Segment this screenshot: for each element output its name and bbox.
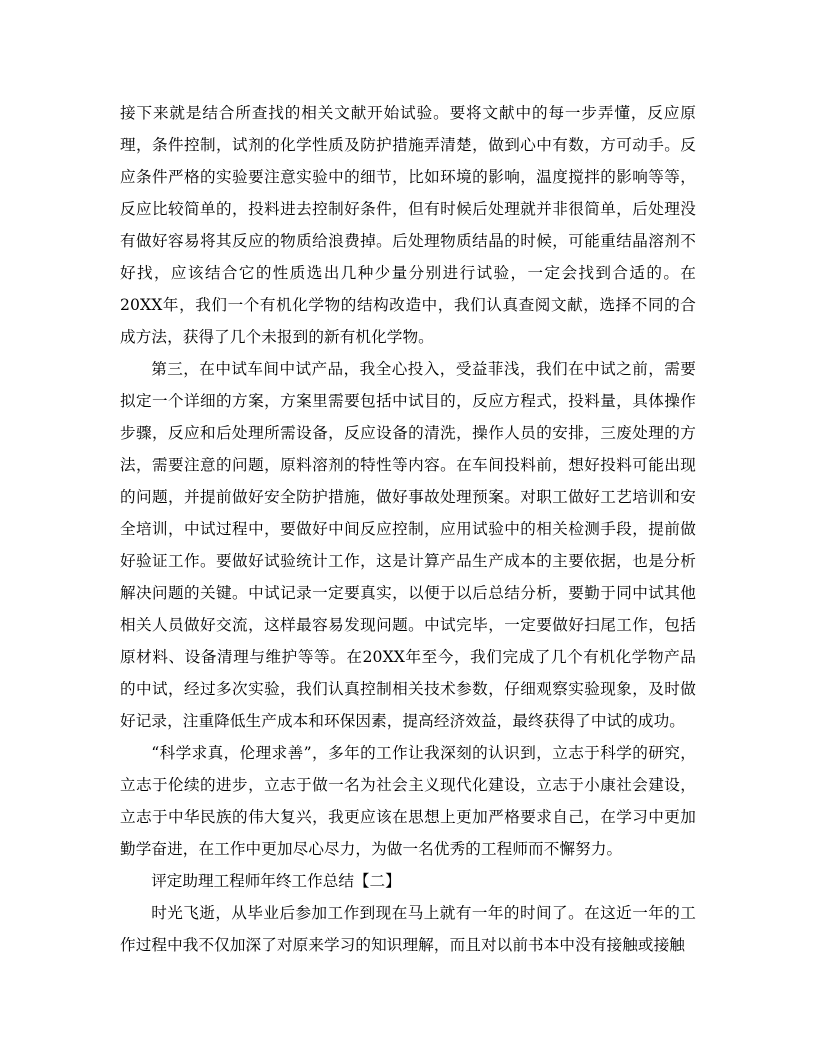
document-page — [120, 97, 696, 961]
body-paragraph-4: 时光飞逝，从毕业后参加工作到现在马上就有一年的时间了。在这近一年的工作过程中我不仅加深了对原来学习的知识理解，而且对以前书本中没有接触或接触 — [120, 904, 696, 954]
body-paragraph-1: 接下来就是结合所查找的相关文献开始试验。要将文献中的每一步弄懂，反应原理，条件控制，试剂的化学性质及防护措施弄清楚，做到心中有数，方可动手。反应条件严格的实验要注意实验中的细节，比如环境的影响，温度搅拌的影响等等，反应比较简单的，投料进去控制好条件，但有时候后处理就并非很简单，后处理没有做好容易将其反应的物质给浪费掉。后处理物质结晶的时候，可能重结晶溶剂不好找，应该结合它的性质选出几种少量分别进行试验，一定会找到合适的。在20XX年，我们一个有机化学物的结构改造中，我们认真查阅文献，选择不同的合成方法，获得了几个未报到的新有机化学物。 — [120, 104, 696, 346]
body-paragraph-3: “科学求真，伦理求善”，多年的工作让我深刻的认识到，立志于科学的研究，立志于伦续的进步，立志于做一名为社会主义现代化建设，立志于小康社会建设，立志于中华民族的伟大复兴，我更应该在思想上更加严格要求自己，在学习中更加勤学奋进，在工作中更加尽心尽力，为做一名优秀的工程师而不懈努力。 — [120, 744, 696, 858]
body-paragraph-2: 第三，在中试车间中试产品，我全心投入，受益菲浅，我们在中试之前，需要拟定一个详细的方案，方案里需要包括中试目的，反应方程式，投料量，具体操作步骤，反应和后处理所需设备，反应设备的清洗，操作人员的安排，三废处理的方法，需要注意的问题，原料溶剂的特性等内容。在车间投料前，想好投料可能出现的问题，并提前做好安全防护措施，做好事故处理预案。对职工做好工艺培训和安全培训，中试过程中，要做好中间反应控制，应用试验中的相关检测手段，提前做好验证工作。要做好试验统计工作，这是计算产品生产成本的主要依据，也是分析解决问题的关键。中试记录一定要真实，以便于以后总结分析，要勤于同中试其他相关人员做好交流，这样最容易发现问题。中试完毕，一定要做好扫尾工作，包括原材料、设备清理与维护等等。在20XX年至今，我们完成了几个有机化学物产品的中试，经过多次实验，我们认真控制相关技术参数，仔细观察实验现象，及时做好记录，注重降低生产成本和环保因素，提高经济效益，最终获得了中试的成功。 — [120, 360, 696, 730]
section-heading: 评定助理工程师年终工作总结【二】 — [151, 872, 401, 890]
